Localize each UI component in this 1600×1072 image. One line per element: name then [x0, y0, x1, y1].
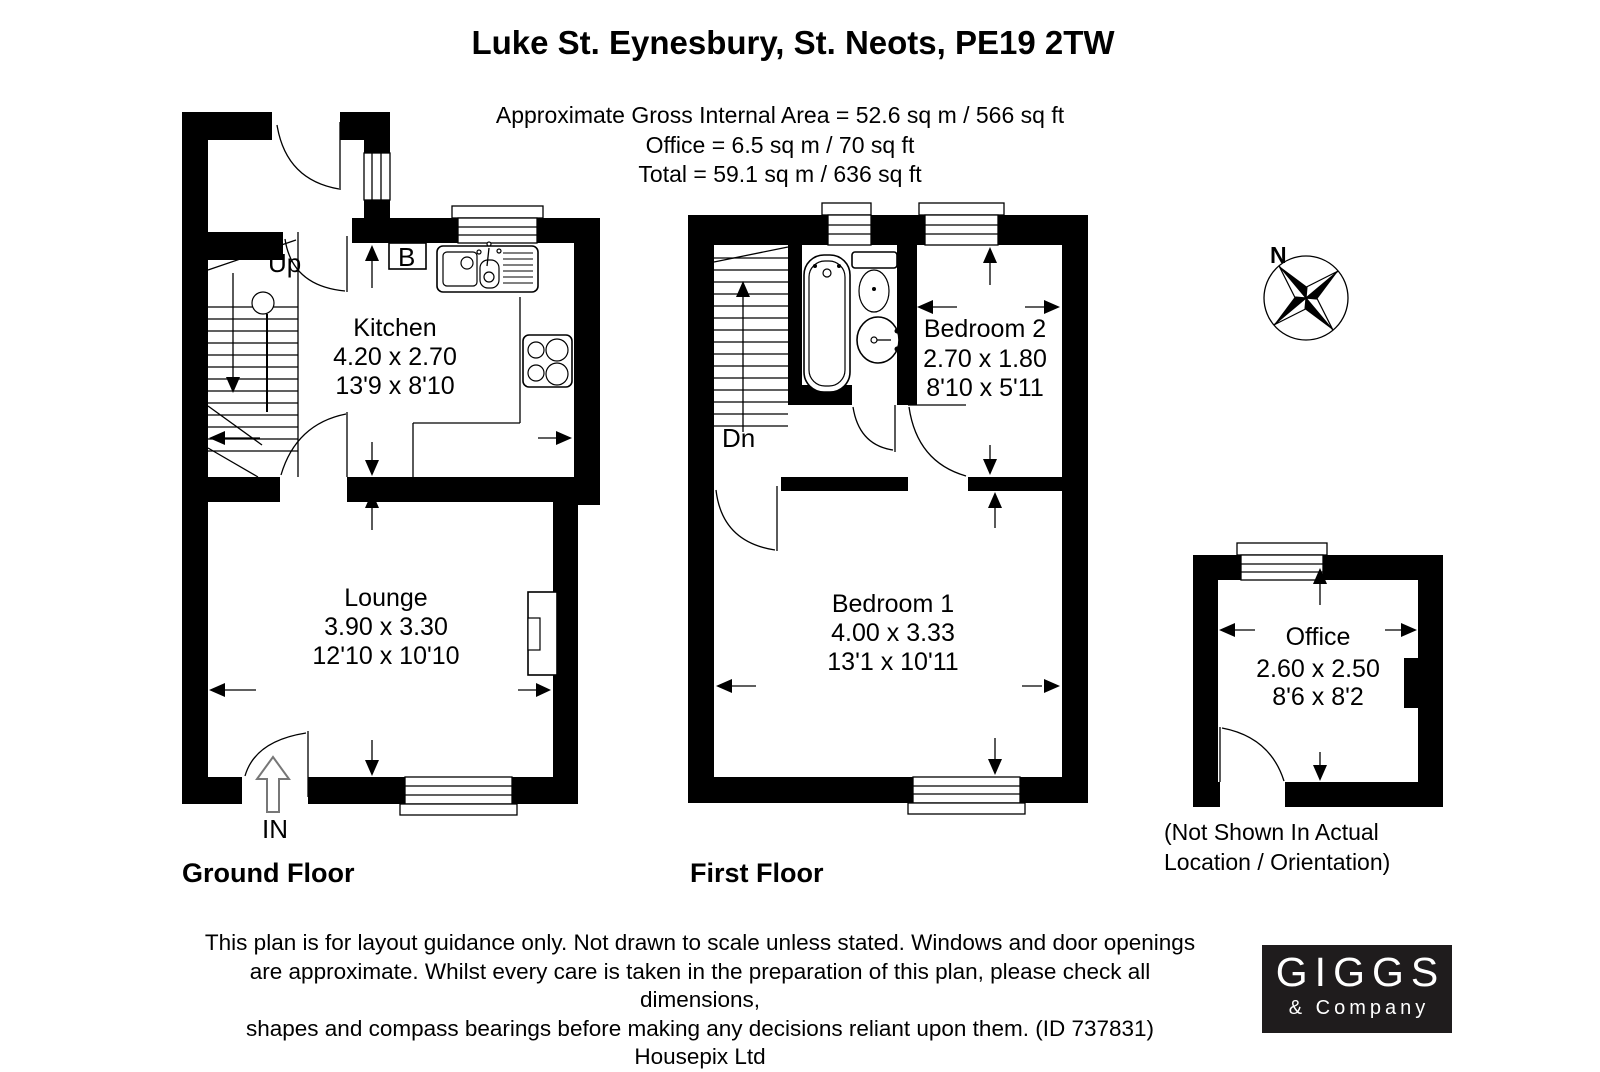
first-floor-walls: [688, 215, 1088, 803]
agency-logo-name: GIGGS: [1275, 949, 1446, 995]
ground-floor-doors: [245, 122, 347, 797]
kitchen-metric: 4.20 x 2.70: [333, 343, 457, 371]
bedroom1-metric: 4.00 x 3.33: [831, 619, 955, 647]
compass-north-label: N: [1270, 242, 1287, 268]
office-name: Office: [1285, 623, 1351, 651]
office-caption-line1: (Not Shown In Actual: [1164, 819, 1379, 845]
disclaimer-line3: shapes and compass bearings before making any decisions reliant upon them. (ID 737831): [245, 1015, 1155, 1041]
compass-rose-icon: [1240, 230, 1370, 350]
bath: [804, 255, 850, 392]
first-floor-plan: [675, 195, 1095, 855]
lounge-imperial: 12'10 x 10'10: [312, 642, 460, 670]
page-title: Luke St. Eynesbury, St. Neots, PE19 2TW: [471, 24, 1115, 61]
ground-floor-label: Ground Floor: [182, 858, 355, 888]
entrance-label: IN: [262, 814, 288, 844]
ground-floor-plan: [170, 95, 615, 855]
basin: [857, 317, 900, 363]
first-floor-label: First Floor: [690, 858, 824, 888]
kitchen-imperial: 13'9 x 8'10: [335, 372, 455, 400]
bedroom2-metric: 2.70 x 1.80: [923, 345, 1047, 373]
area-summary-line1: Approximate Gross Internal Area = 52.6 sq m / 566 sq ft: [495, 102, 1065, 128]
lounge-name: Lounge: [344, 584, 428, 612]
entrance-arrow-icon: [257, 757, 289, 812]
agency-logo: [1262, 945, 1452, 1033]
stairs-down-label: Dn: [722, 423, 756, 453]
boiler-label: B: [398, 242, 416, 272]
lounge-fireplace: [528, 592, 557, 675]
disclaimer: [190, 929, 1210, 1072]
bedroom2-name: Bedroom 2: [923, 315, 1047, 343]
stairs-up-label: Up: [268, 248, 302, 278]
office-caption-line2: Location / Orientation): [1164, 849, 1391, 875]
first-floor-stairs: [714, 247, 788, 432]
office-plan: [1155, 530, 1455, 820]
kitchen-sink: [437, 242, 538, 292]
bedroom2-imperial: 8'10 x 5'11: [926, 374, 1044, 402]
office-door: [1220, 727, 1284, 782]
area-summary-line3: Total = 59.1 sq m / 636 sq ft: [638, 161, 922, 187]
office-imperial: 8'6 x 8'2: [1272, 683, 1364, 711]
disclaimer-line2: are approximate. Whilst every care is taken in the preparation of this plan, please check all dimensions,: [249, 958, 1151, 1012]
kitchen-hob: [523, 335, 572, 387]
lounge-metric: 3.90 x 3.30: [324, 613, 448, 641]
office-window: [1237, 543, 1327, 580]
credit: Housepix Ltd: [634, 1044, 766, 1069]
toilet: [852, 252, 897, 312]
office-caption: [1164, 817, 1390, 877]
bedroom1-imperial: 13'1 x 10'11: [827, 648, 959, 676]
bedroom1-name: Bedroom 1: [831, 590, 955, 618]
kitchen-name: Kitchen: [353, 314, 437, 342]
office-metric: 2.60 x 2.50: [1256, 655, 1380, 683]
disclaimer-line1: This plan is for layout guidance only. Not drawn to scale unless stated. Windows and door openings: [204, 930, 1196, 955]
agency-logo-tagline: & Company: [1288, 997, 1430, 1019]
area-summary-line2: Office = 6.5 sq m / 70 sq ft: [645, 131, 915, 158]
